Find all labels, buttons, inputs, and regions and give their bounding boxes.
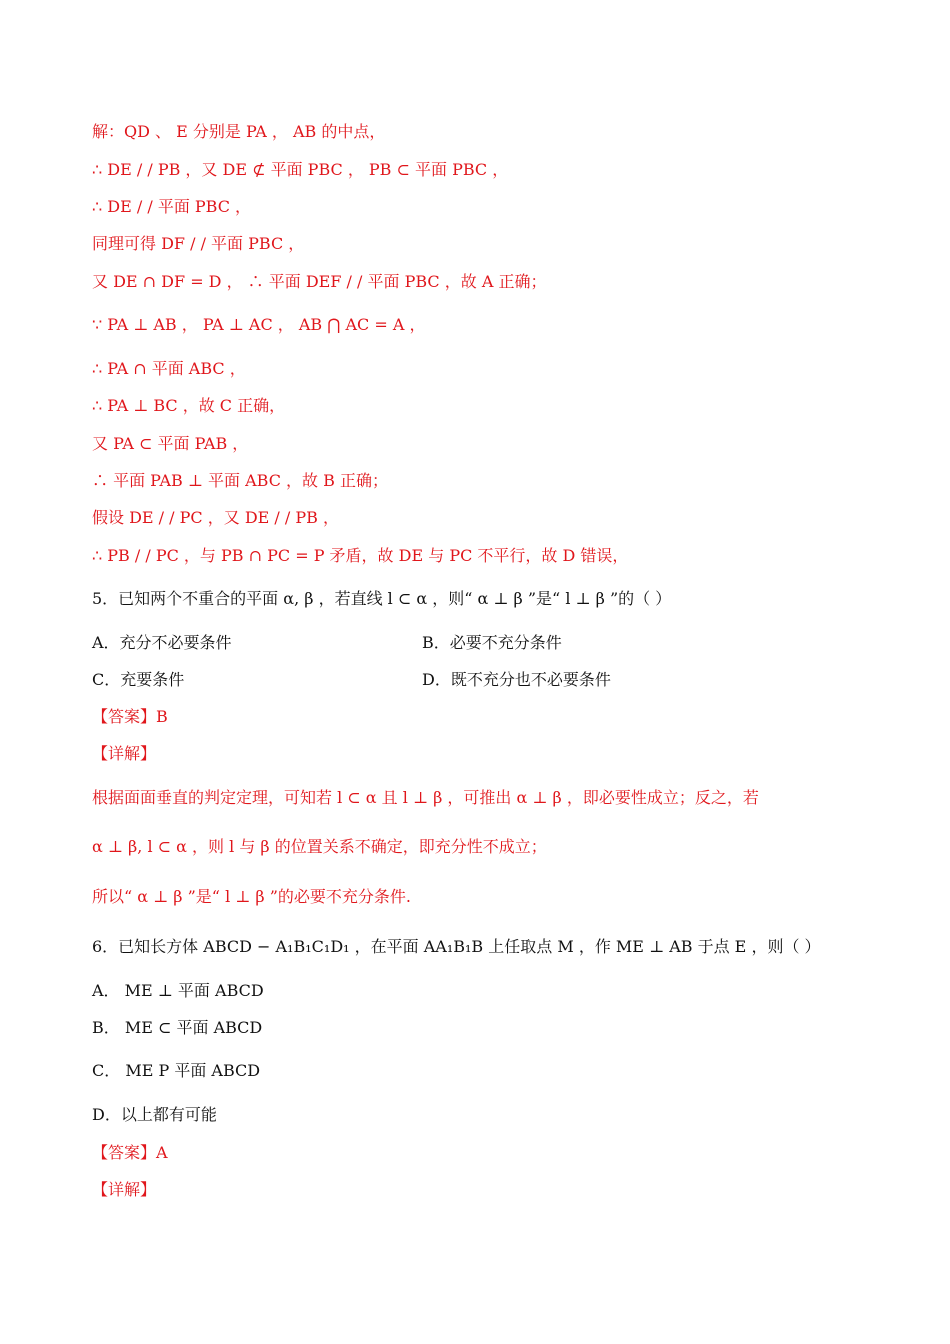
question-6-option-a: A． ME ⊥ 平面 ABCD — [92, 981, 264, 1000]
question-6-stem: 6．已知长方体 ABCD − A₁B₁C₁D₁ ，在平面 AA₁B₁B 上任取点 M ，作 ME ⊥ AB 于点 E ，则（ ） — [92, 937, 821, 956]
solution-line-2: ∴ DE / / PB ，又 DE ⊄ 平面 PBC ， PB ⊂ 平面 PBC ， — [92, 160, 509, 179]
question-6-option-b: B． ME ⊂ 平面 ABCD — [92, 1018, 263, 1037]
solution-line-7: ∴ PA ∩ 平面 ABC ， — [92, 359, 246, 378]
solution-line-3: ∴ DE / / 平面 PBC ， — [92, 197, 252, 216]
question-6-answer: 【答案】A — [92, 1143, 168, 1162]
question-5-detail-line-2: α ⊥ β, l ⊂ α ，则 l 与 β 的位置关系不确定，即充分性不成立； — [92, 837, 547, 856]
solution-line-6: ∵ PA ⊥ AB ， PA ⊥ AC ， AB ⋂ AC = A ， — [92, 315, 426, 334]
solution-line-8: ∴ PA ⊥ BC ，故 C 正确， — [92, 396, 286, 415]
question-5-option-d: D．既不充分也不必要条件 — [422, 670, 611, 689]
question-6-option-c: C． ME P 平面 ABCD — [92, 1061, 261, 1080]
question-5-detail-line-3: 所以“ α ⊥ β ”是“ l ⊥ β ”的必要不充分条件. — [92, 887, 412, 906]
question-5-option-c: C．充要条件 — [92, 670, 185, 689]
solution-line-11: 假设 DE / / PC ，又 DE / / PB ， — [92, 508, 339, 527]
solution-line-9: 又 PA ⊂ 平面 PAB ， — [92, 434, 249, 453]
question-5-detail-line-1: 根据面面垂直的判定定理，可知若 l ⊂ α 且 l ⊥ β ，可推出 α ⊥ β ，即必要性成立；反之，若 — [92, 788, 759, 807]
question-5-stem: 5．已知两个不重合的平面 α, β ，若直线 l ⊂ α ，则“ α ⊥ β ”是“ l ⊥ β ”的（ ） — [92, 589, 672, 608]
question-5-option-a: A．充分不必要条件 — [92, 633, 232, 652]
question-6-option-d: D．以上都有可能 — [92, 1105, 217, 1124]
solution-line-10: ∴ 平面 PAB ⊥ 平面 ABC ，故 B 正确； — [92, 471, 388, 490]
question-5-option-b: B．必要不充分条件 — [422, 633, 562, 652]
solution-line-4: 同理可得 DF / / 平面 PBC ， — [92, 234, 305, 253]
solution-line-1: 解：QD 、 E 分别是 PA ， AB 的中点， — [92, 122, 386, 141]
solution-line-5: 又 DE ∩ DF = D ， ∴ 平面 DEF / / 平面 PBC ，故 A 正确； — [92, 272, 547, 291]
question-6-detail-heading: 【详解】 — [92, 1180, 157, 1199]
question-5-detail-heading: 【详解】 — [92, 744, 157, 763]
solution-line-12: ∴ PB / / PC ，与 PB ∩ PC = P 矛盾，故 DE 与 PC 不平行，故 D 错误， — [92, 546, 629, 565]
question-5-answer: 【答案】B — [92, 707, 168, 726]
